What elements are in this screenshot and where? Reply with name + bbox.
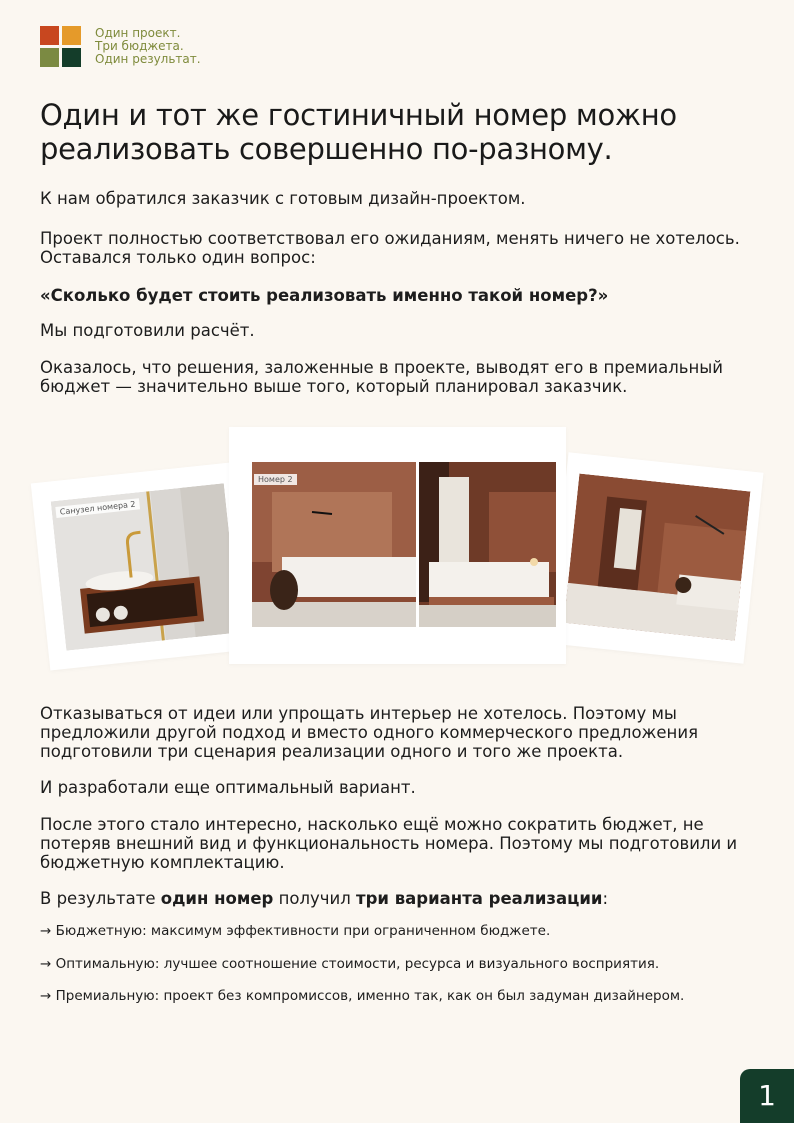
result-bold-three-variants: три варианта реализации [356,889,603,908]
logo-square-red [40,26,59,45]
paragraph-budget: После этого стало интересно, насколько ещё можно сократить бюджет, не потеряв внешний вид и функциональность номера. Поэтому мы подготовили и бюджетную комплектацию. [40,815,738,872]
bedroom-photo-2 [419,462,556,627]
room-corner-photo-card [549,452,764,663]
page-number: 1 [740,1069,794,1123]
paragraph-intro-5: Оказалось, что решения, заложенные в проекте, выводят его в премиальный бюджет — значительно выше того, который планировал заказчик. [40,358,724,396]
bathroom-photo-card [31,462,260,671]
logo-line-2: Три бюджета. [95,39,184,53]
paragraph-question: «Сколько будет стоить реализовать именно такой номер?» [40,286,609,305]
result-prefix: В результате [40,889,161,908]
bedroom-photo-1 [252,462,416,627]
paragraph-optimal: И разработали еще оптимальный вариант. [40,778,416,797]
option-optimal: → Оптимальную: лучшее соотношение стоимости, ресурса и визуального восприятия. [40,956,660,972]
bedroom-photo-label: Номер 2 [254,474,297,485]
paragraph-result [40,889,760,908]
brand-logo [40,26,201,67]
paragraph-approach: Отказываться от идеи или упрощать интерьер не хотелось. Поэтому мы предложили другой подход и вместо одного коммерческого предложения подготовили три сценария реализации одного и того же проекта. [40,704,698,761]
paragraph-intro-2: Проект полностью соответствовал его ожиданиям, менять ничего не хотелось. Оставался только один вопрос: [40,229,740,267]
bathroom-photo-label: Санузел номера 2 [55,498,140,518]
logo-tagline [95,27,201,66]
result-bold-one-room: один номер [160,889,274,908]
option-premium: → Премиальную: проект без компромиссов, именно так, как он был задуман дизайнером. [40,988,685,1004]
result-mid: получил [273,889,357,908]
page-title: Один и тот же гостиничный номер можно реализовать совершенно по-разному. [40,98,677,166]
logo-square-olive [40,48,59,67]
bathroom-photo [51,483,240,650]
logo-line-3: Один результат. [95,52,201,66]
logo-square-green [62,48,81,67]
option-budget: → Бюджетную: максимум эффективности при ограниченном бюджете. [40,923,551,939]
logo-line-1: Один проект. [95,26,181,40]
room-corner-photo [564,474,751,641]
paragraph-intro-4: Мы подготовили расчёт. [40,321,255,340]
logo-square-orange [62,26,81,45]
result-suffix: : [602,889,609,908]
bedroom-photo-card [229,427,566,664]
logo-mark [40,26,81,67]
paragraph-intro-1: К нам обратился заказчик с готовым дизайн-проектом. [40,189,526,208]
